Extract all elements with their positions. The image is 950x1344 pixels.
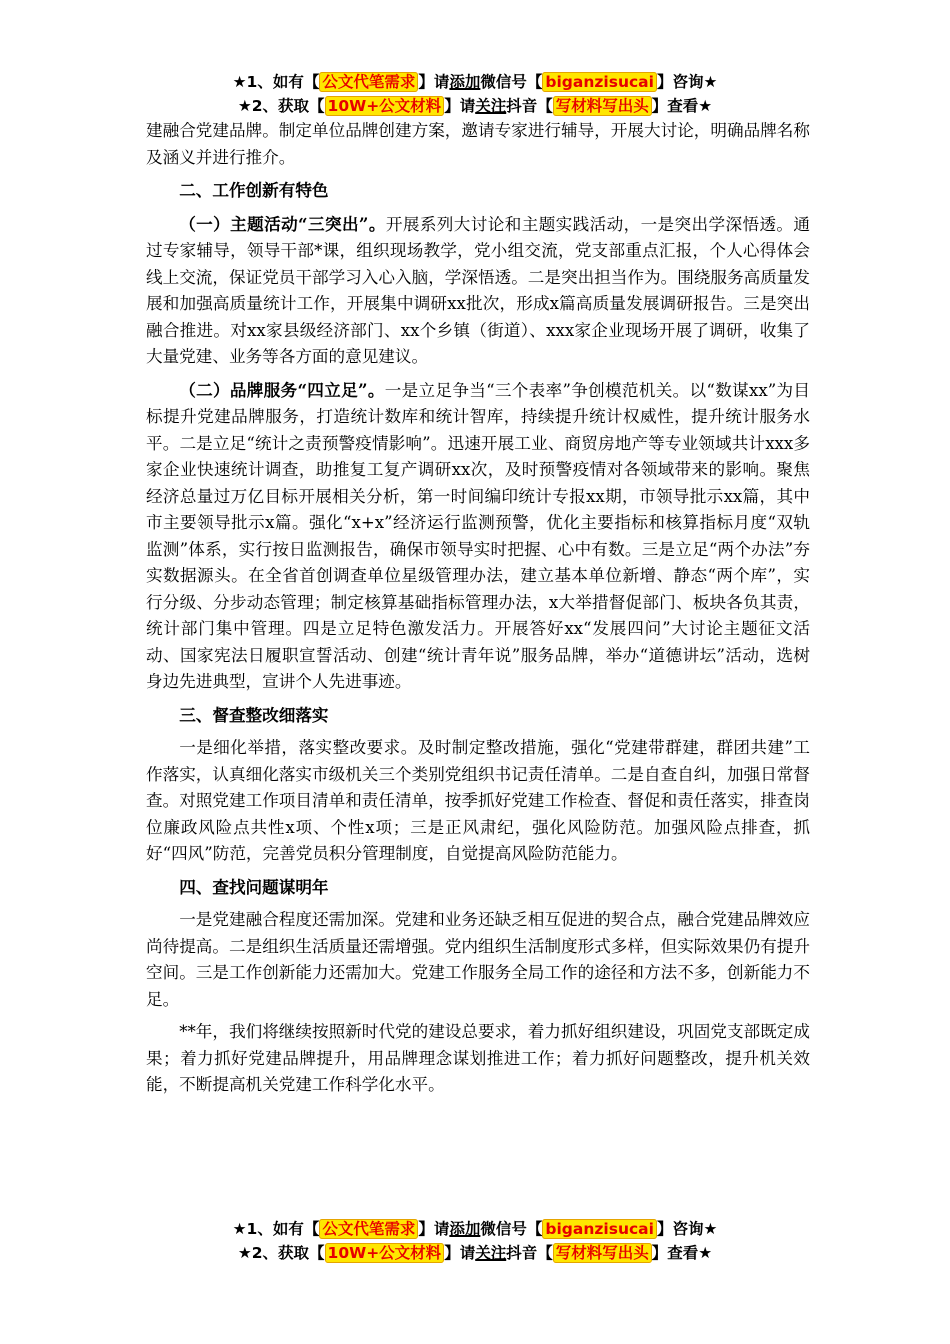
highlight-service: 公文代笔需求 [319, 1219, 418, 1239]
paragraph-next-year: **年，我们将继续按照新时代党的建设总要求，着力抓好组织建设，巩固党支部既定成果；着力抓好党建品牌提升，用品牌理念谋划推进工作；着力抓好问题整改，提升机关效能，不断提高机关党建工作科学化水平。 [146, 1022, 810, 1094]
paragraph-brand-service: （二）品牌服务“四立足”。一是立足争当“三个表率”争创模范机关。以“数谋xx”为目标提升党建品牌服务，打造统计数库和统计智库，持续提升统计权威性，提升统计服务水平。二是立足“统计之责预警疫情影响”。迅速开展工业、商贸房地产等专业领域共计xxx多家企业快速统计调查，助推复工复产调研xx次，及时预警疫情对各领域带来的影响。聚焦经济总量过万亿目标开展相关分析，第一时间编印统计专报xx期，市领导批示xx篇，其中市主要领导批示x篇。强化“x+x”经济运行监测预警，优化主要指标和核算指标月度“双轨监测”体系，实行按日监测报告，确保市领导实时把握、心中有数。三是立足“两个办法”夯实数据源头。在全省首创调查单位星级管理办法，建立基本单位新增、静态“两个库”，实行分级、分步动态管理；制定核算基础指标管理办法，x大举措督促部门、板块各负其责，统计部门集中管理。四是立足特色激发活力。开展答好xx“发展四问”大讨论主题征文活动、国家宪法日履职宣誓活动、创建“统计青年说”服务品牌，举办“道德讲坛”活动，选树身边先进典型，宣讲个人先进事迹。 [146, 379, 810, 691]
section-heading-2: 二、工作创新有特色 [179, 180, 329, 200]
highlight-service: 公文代笔需求 [319, 72, 418, 92]
section-heading-4: 四、查找问题谋明年 [179, 876, 329, 897]
banner-line-1: ★1、如有【 公文代笔需求 】请添加微信号【 biganzisucai 】咨询★ [232, 1220, 718, 1238]
highlight-douyin: 写材料写出头 [553, 1243, 652, 1263]
document-body [146, 118, 810, 1105]
intro-paragraph: 建融合党建品牌。制定单位品牌创建方案，邀请专家进行辅导，开展大讨论，明确品牌名称及涵义并进行推介。 [146, 121, 810, 167]
paragraph-theme-activity: （一）主题活动“三突出”。开展系列大讨论和主题实践活动，一是突出学深悟透。通过专家辅导，领导干部*课，组织现场教学，党小组交流，党支部重点汇报，个人心得体会线上交流，保证党员干部学习入心入脑，学深悟透。二是突出担当作为。围绕服务高质量发展和加强高质量统计工作，开展集中调研xx批次，形成x篇高质量发展调研报告。三是突出融合推进。对xx家县级经济部门、xx个乡镇（街道）、xxx家企业现场开展了调研，收集了大量党建、业务等各方面的意见建议。 [146, 213, 811, 366]
paragraph-rectification: 一是细化举措，落实整改要求。及时制定整改措施，强化“党建带群建，群团共建”工作落实，认真细化落实市级机关三个类别党组织书记责任清单。二是自查自纠，加强日常督查。对照党建工作项目清单和责任清单，按季抓好党建工作检查、督促和责任落实，排查岗位廉政风险点共性x项、个性x项；三是正风肃纪，强化风险防范。加强风险点排查，抓好“四风”防范，完善党员积分管理制度，自觉提高风险防范能力。 [146, 738, 810, 863]
highlight-wechat: biganzisucai [542, 1219, 657, 1239]
paragraph-problems: 一是党建融合程度还需加深。党建和业务还缺乏相互促进的契合点，融合党建品牌效应尚待提高。二是组织生活质量还需增强。党内组织生活制度形式多样，但实际效果仍有提升空间。三是工作创新能力还需加大。党建工作服务全局工作的途径和方法不多，创新能力不足。 [146, 910, 810, 1009]
footer-banner [0, 1217, 950, 1265]
banner-line-1: ★1、如有【 公文代笔需求 】请添加微信号【 biganzisucai 】咨询★ [232, 73, 718, 91]
highlight-materials: 10W+公文材料 [325, 1243, 445, 1263]
paragraph-lead: （一）主题活动“三突出”。 [179, 213, 386, 234]
section-heading-3: 三、督查整改细落实 [179, 704, 329, 725]
header-banner [0, 70, 950, 118]
highlight-douyin: 写材料写出头 [553, 96, 652, 116]
paragraph-lead: （二）品牌服务“四立足”。 [179, 379, 385, 400]
highlight-wechat: biganzisucai [542, 72, 657, 92]
highlight-materials: 10W+公文材料 [325, 96, 445, 116]
banner-line-2: ★2、获取【 10W+公文材料 】请关注抖音【 写材料写出头 】查看★ [237, 97, 713, 115]
banner-line-2: ★2、获取【 10W+公文材料 】请关注抖音【 写材料写出头 】查看★ [237, 1244, 713, 1262]
